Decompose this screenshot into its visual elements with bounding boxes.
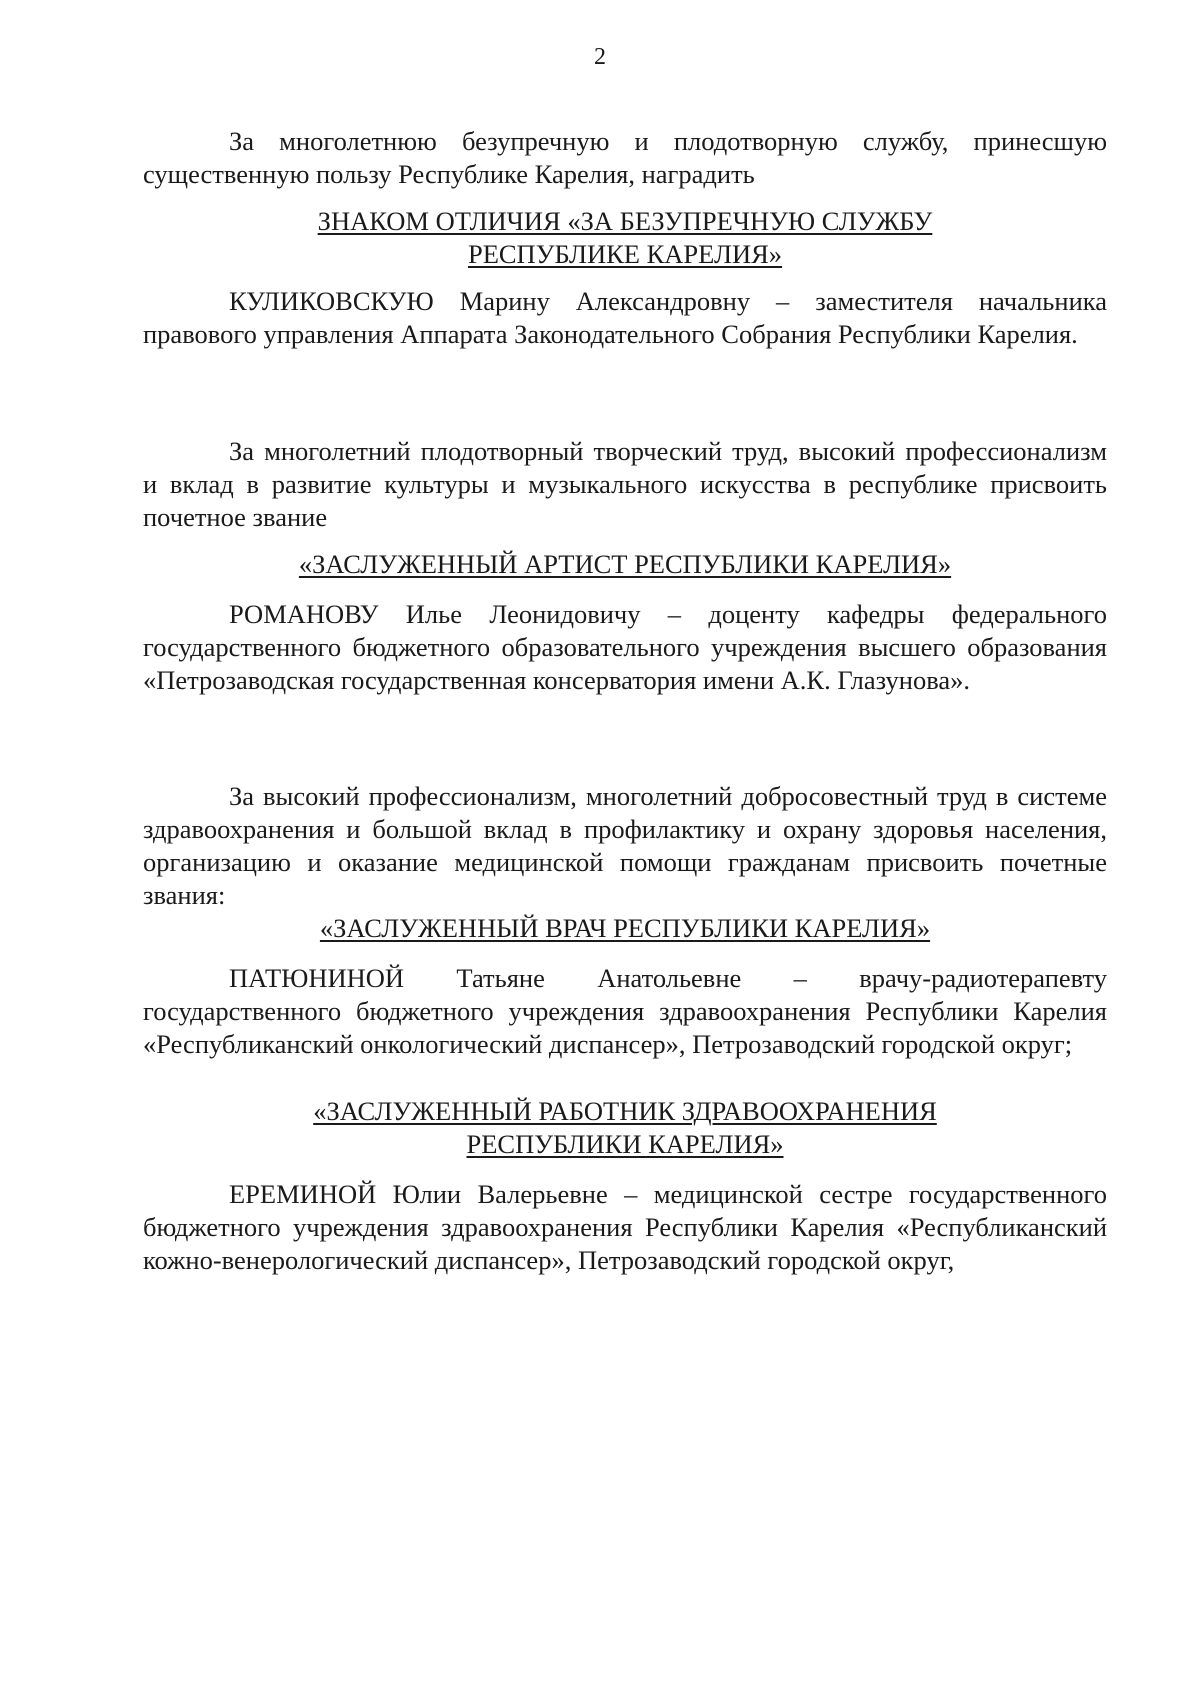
awardee-2 (143, 598, 1107, 697)
awardee-paragraph: РОМАНОВУ Илье Леонидовичу – доценту кафедры федерального государственного бюджетного образовательного учреждения высшего образования «Петрозаводская государственная консерватория имени А.К. Глазунова». (143, 599, 1107, 695)
awardee-1 (143, 285, 1107, 351)
award-title-line: «ЗАСЛУЖЕННЫЙ АРТИСТ РЕСПУБЛИКИ КАРЕЛИЯ» (298, 549, 952, 579)
intro-paragraph: За высокий профессионализм, многолетний добросовестный труд в системе здравоохранения и большой вклад в профилактику и охрану здоровья населения, организацию и оказание медицинской помощи гражданам присвоить почетные звания: (143, 781, 1107, 910)
intro-paragraph: За многолетний плодотворный творческий труд, высокий профессионализм и вклад в развитие культуры и музыкального искусства в республике присвоить почетное звание (143, 436, 1107, 532)
award-title-line: «ЗАСЛУЖЕННЫЙ ВРАЧ РЕСПУБЛИКИ КАРЕЛИЯ» (319, 913, 931, 943)
award-heading-4 (143, 1095, 1107, 1161)
award-title-line: ЗНАКОМ ОТЛИЧИЯ «ЗА БЕЗУПРЕЧНУЮ СЛУЖБУ (317, 206, 933, 236)
awardee-3 (143, 962, 1107, 1061)
award-title-line: РЕСПУБЛИКИ КАРЕЛИЯ» (466, 1129, 784, 1159)
award-heading-2 (143, 548, 1107, 581)
award-intro-3 (143, 780, 1107, 912)
awardee-paragraph: ПАТЮНИНОЙ Татьяне Анатольевне – врачу-радиотерапевту государственного бюджетного учреждения здравоохранения Республики Карелия «Республиканский онкологический диспансер», Петрозаводский городской округ; (143, 963, 1107, 1059)
award-title-line: РЕСПУБЛИКЕ КАРЕЛИЯ» (467, 239, 783, 269)
award-intro-2 (143, 435, 1107, 534)
awardee-paragraph: ЕРЕМИНОЙ Юлии Валерьевне – медицинской сестре государственного бюджетного учреждения здравоохранения Республики Карелия «Республиканский кожно-венерологический диспансер», Петрозаводский городской округ, (143, 1179, 1107, 1275)
awardee-paragraph: КУЛИКОВСКУЮ Марину Александровну – заместителя начальника правового управления Аппарата Законодательного Собрания Республики Карелия. (143, 286, 1107, 349)
awardee-4 (143, 1178, 1107, 1277)
award-title (143, 1095, 1107, 1161)
award-intro-1 (143, 125, 1107, 191)
page-number: 2 (594, 44, 606, 70)
intro-paragraph: За многолетнюю безупречную и плодотворную службу, принесшую существенную пользу Республике Карелия, наградить (143, 126, 1107, 189)
award-title-line: «ЗАСЛУЖЕННЫЙ РАБОТНИК ЗДРАВООХРАНЕНИЯ (313, 1096, 937, 1126)
award-heading-1 (143, 205, 1107, 271)
award-title (143, 548, 1107, 581)
award-title (143, 205, 1107, 271)
award-heading-3 (143, 912, 1107, 945)
award-title (143, 912, 1107, 945)
